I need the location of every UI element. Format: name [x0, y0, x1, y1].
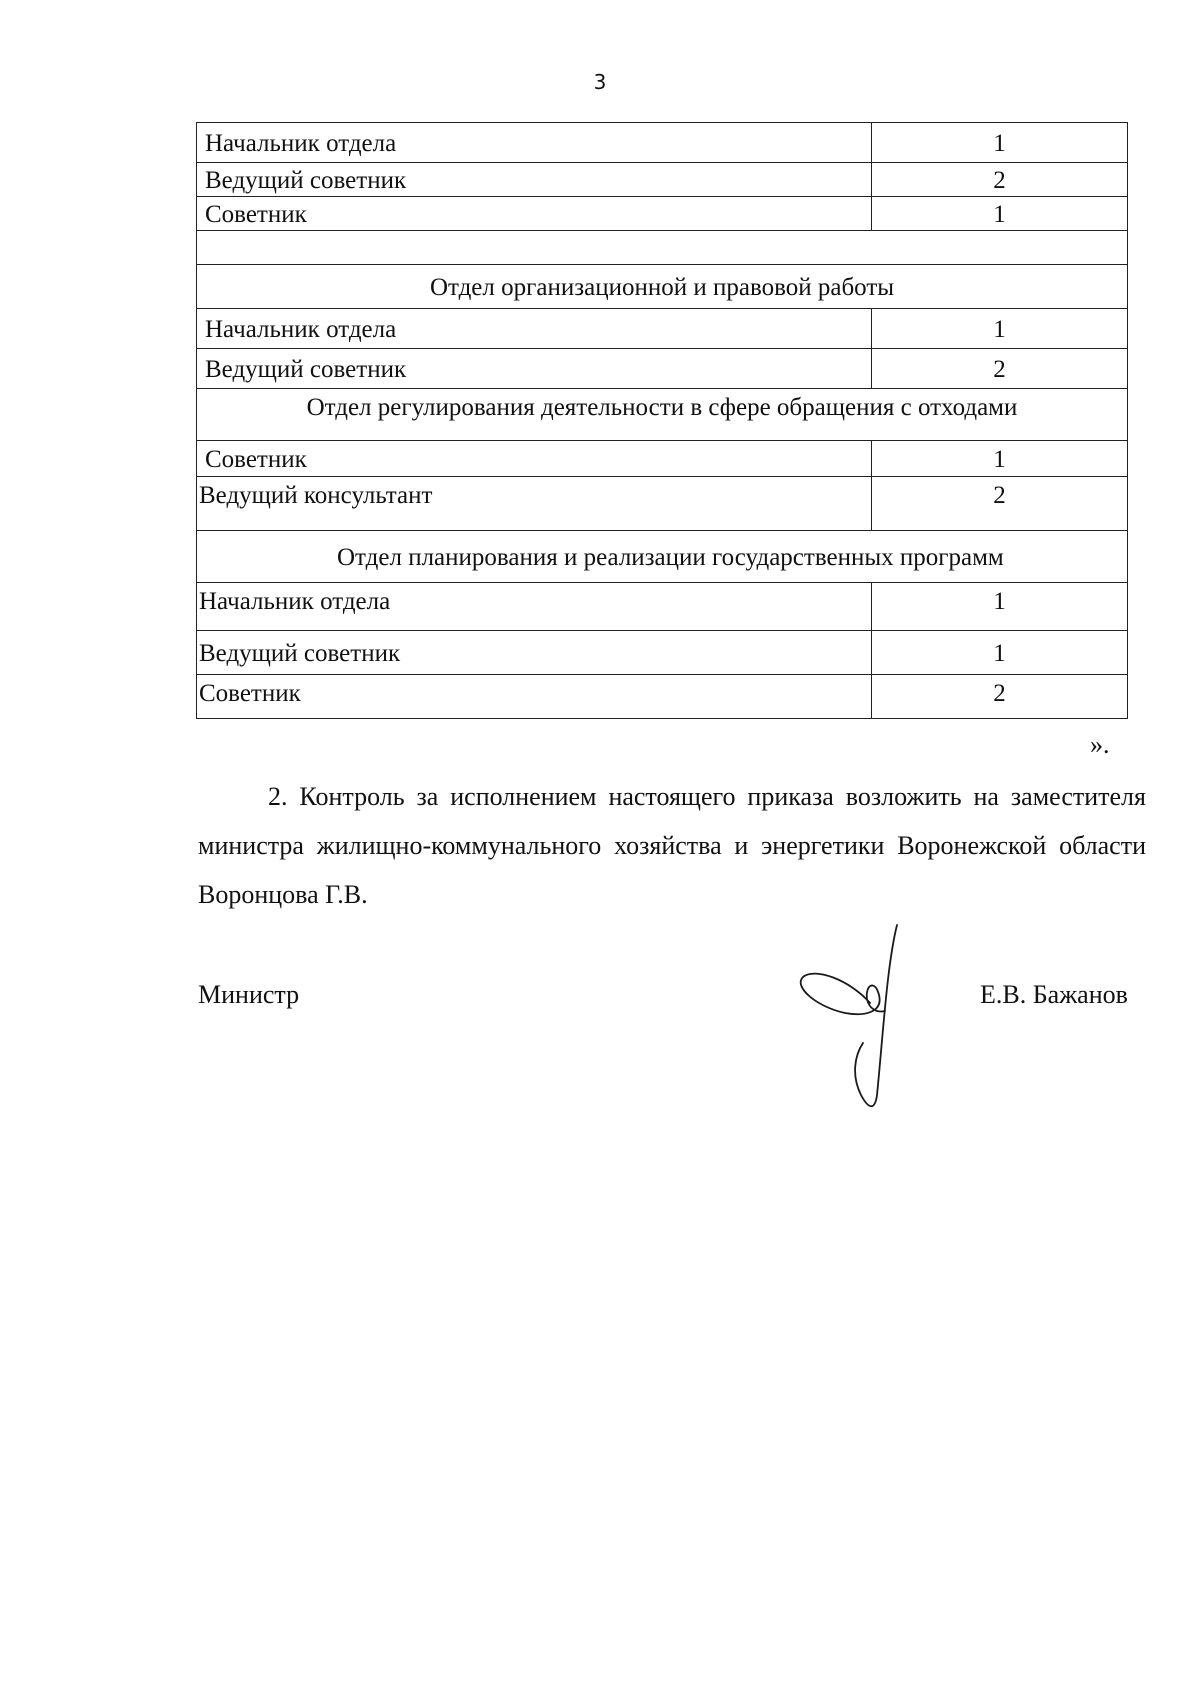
position-cell: Начальник отдела — [197, 309, 872, 349]
position-cell: Ведущий советник — [197, 163, 872, 197]
count-cell: 1 — [872, 583, 1128, 631]
table-row — [197, 441, 1128, 477]
department-row — [197, 531, 1128, 583]
empty-cell — [197, 231, 1128, 265]
clause-paragraph: 2. Контроль за исполнением настоящего приказа возложить на заместителя министра жилищно-коммунального хозяйства и энергетики Воронежской области Воронцова Г.В. — [198, 782, 1146, 909]
page-number: 3 — [593, 70, 607, 94]
count-cell: 2 — [872, 675, 1128, 719]
table-row — [197, 163, 1128, 197]
position-cell: Начальник отдела — [197, 123, 872, 163]
department-title: Отдел регулирования деятельности в сфере обращения с отходами — [197, 389, 1128, 441]
closing-quote-mark: ». — [1090, 730, 1110, 759]
count-cell: 2 — [872, 477, 1128, 531]
table-row — [197, 583, 1128, 631]
count-cell: 1 — [872, 309, 1128, 349]
table-row-spacer — [197, 231, 1128, 265]
count-cell: 1 — [872, 197, 1128, 231]
department-title: Отдел организационной и правовой работы — [197, 265, 1128, 309]
count-cell: 2 — [872, 163, 1128, 197]
department-title: Отдел планирования и реализации государственных программ — [197, 531, 1128, 583]
count-cell: 1 — [872, 631, 1128, 675]
table-row — [197, 477, 1128, 531]
position-cell: Ведущий советник — [197, 349, 872, 389]
department-row — [197, 265, 1128, 309]
position-cell: Ведущий консультант — [197, 477, 872, 531]
position-cell: Советник — [197, 441, 872, 477]
handwritten-signature — [795, 915, 945, 1115]
table-row — [197, 349, 1128, 389]
table-row — [197, 197, 1128, 231]
count-cell: 1 — [872, 441, 1128, 477]
count-cell: 2 — [872, 349, 1128, 389]
table-row — [197, 675, 1128, 719]
position-cell: Советник — [197, 675, 872, 719]
position-cell: Начальник отдела — [197, 583, 872, 631]
position-cell: Ведущий советник — [197, 631, 872, 675]
position-cell: Советник — [197, 197, 872, 231]
count-cell: 1 — [872, 123, 1128, 163]
signatory-title: Министр — [198, 980, 300, 1009]
table-row — [197, 309, 1128, 349]
staffing-table — [196, 122, 1128, 719]
signatory-name: Е.В. Бажанов — [980, 980, 1128, 1009]
table-row — [197, 631, 1128, 675]
table-row — [197, 123, 1128, 163]
department-row — [197, 389, 1128, 441]
